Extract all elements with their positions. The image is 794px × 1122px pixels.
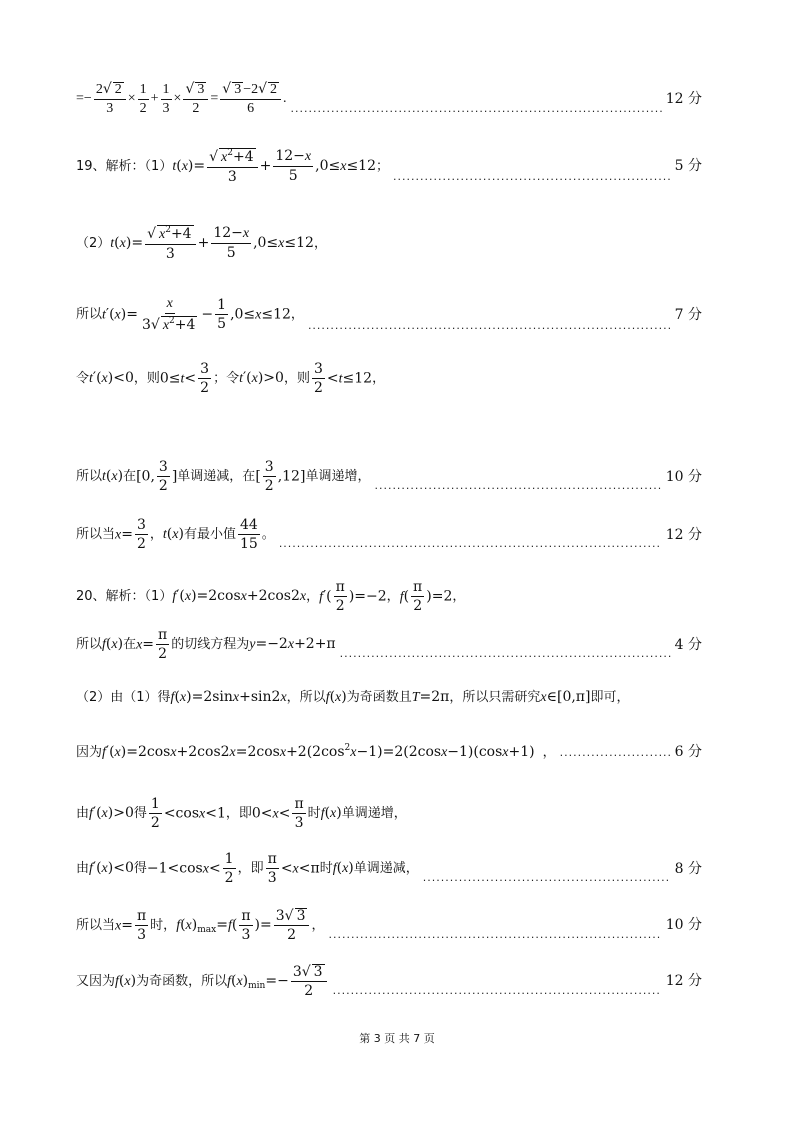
formula-f-of-x: f(x): [115, 972, 137, 989]
score-label: 4 分: [674, 636, 702, 653]
line-14: [76, 908, 702, 942]
formula-domain: x∈[0,π]: [540, 689, 591, 705]
leader-dots: [423, 872, 671, 885]
formula-period: T=2π: [411, 689, 450, 705]
formula-cos-range: −1<cosx< $\frac{1}{2}$: [146, 851, 234, 886]
formula-t-of-x: t(x): [102, 468, 124, 484]
line-6: [76, 460, 702, 493]
text-tail: ，: [311, 917, 325, 933]
text-mid: 单调递增，: [305, 469, 371, 484]
score-label: 12 分: [665, 526, 702, 543]
score-label: 6 分: [674, 744, 702, 760]
page-footer: 第 3 页 共 7 页: [359, 1032, 435, 1045]
formula-f-prime-pos: f′(x)>0: [89, 805, 134, 821]
line-1: [76, 82, 702, 116]
text-mid: 单调递减，: [353, 861, 419, 876]
formula-t-prime: t′(x)= $\frac{x}{3√ x^2+4}$ − $\frac{1}{5}$ ,0≤x≤12: [102, 296, 291, 333]
text-prefix: 由: [76, 806, 90, 821]
text-mid: 的切线方程为: [171, 637, 250, 652]
leader-dots: [279, 538, 662, 551]
part2-label: （2）: [76, 235, 111, 251]
formula-range-2: $\frac{3}{2}$ <t≤12: [313, 361, 373, 396]
line-4: [76, 296, 702, 333]
formula-f-prime-neg: f′(x)<0: [89, 860, 134, 876]
formula-t-of-x: t(x)= $\frac{√ x^2+4}{3}$ + $\frac{12-x}{5}$ ,0≤x≤12: [172, 148, 376, 185]
text-mid: 得: [133, 861, 147, 876]
formula-f-prime: f′(x)=2cosx+2cos2x: [172, 588, 307, 604]
line-8: [76, 580, 702, 613]
text-prefix: 所以: [76, 469, 103, 484]
text-prefix: 令: [76, 371, 90, 386]
formula-interval-1: [0, $\frac{3}{2}$ ]: [136, 459, 178, 494]
score-label: 7 分: [674, 306, 702, 323]
formula-cond-neg: t′(x)<0: [89, 370, 134, 386]
text-prefix: 所以: [76, 307, 103, 322]
formula-f-of-x: f(x): [102, 636, 124, 652]
text-mid: 有最小值: [183, 527, 236, 542]
text-mid: ，则: [133, 371, 160, 386]
text-tail: ，: [290, 307, 304, 322]
formula-interval-2: [ $\frac{3}{2}$ ,12]: [255, 459, 306, 494]
text-prefix: （2）由（1）得: [76, 690, 171, 705]
text-mid: ，所以: [286, 690, 326, 705]
formula-min-value: $\frac{44}{15}$: [239, 517, 258, 552]
text-prefix: 因为: [76, 744, 103, 760]
line-10: [76, 690, 702, 705]
text-mid: ，: [386, 589, 400, 604]
formula-f-prime-pi2: f′( $\frac{\pi}{2}$ )=−2: [319, 579, 387, 614]
formula-f-max: $f(x)_{max}=f$( $\frac{\pi}{3}$ )= $\frac{3√ 3}{2}$: [176, 908, 311, 942]
formula-range-1: 0≤t< $\frac{3}{2}$: [159, 361, 210, 396]
text-mid: 时，: [150, 917, 177, 933]
formula-cos-range: $\frac{1}{2}$ <cosx<1: [150, 796, 226, 831]
text-tail: 单调递增，: [341, 806, 407, 821]
q19-heading: 19、解析：（1）: [76, 158, 173, 174]
text-prefix: 所以当: [76, 527, 116, 542]
formula-l1: − $\frac{2√ 2}{3}$ × $\frac{1}{2}$ + $\frac{1}{3}$ × $\frac{√ 3}{2}$ = $\frac{√ 3 -2√ 2}{6}$ .: [83, 81, 287, 116]
text-mid: 为奇函数且: [346, 690, 412, 705]
leader-dots: [374, 480, 661, 493]
text-mid: ，即: [225, 806, 252, 821]
text-tail: 即可，: [590, 690, 630, 705]
text-mid: 在: [123, 637, 137, 652]
leader-dots: [393, 171, 671, 184]
score-label: 12 分: [665, 91, 702, 107]
score-label: 5 分: [674, 158, 702, 174]
line-11: [76, 744, 702, 760]
text-prefix: 又因为: [76, 973, 116, 989]
formula-t-of-x: t(x): [162, 526, 184, 542]
text-prefix: 所以当: [76, 917, 116, 933]
text-mid: ，即: [237, 861, 264, 876]
leader-dots: [329, 929, 662, 942]
formula-x-eq-pi2: x= $\frac{\pi}{2}$: [136, 627, 168, 662]
line-2: [76, 148, 702, 184]
formula-tangent-line: y=−2x+2+π: [249, 636, 336, 652]
text-tail: ，: [313, 235, 327, 251]
score-label: 10 分: [665, 468, 702, 485]
line-9: [76, 628, 702, 661]
text-mid: ，: [149, 527, 163, 542]
text-prefix: 由: [76, 861, 90, 876]
leader-dots: [340, 648, 671, 661]
equals-sign: =: [76, 91, 84, 106]
line-7: [76, 518, 702, 551]
text-prefix: 所以: [76, 637, 103, 652]
formula-f-of-x: f(x): [332, 860, 354, 876]
text-mid: 得: [133, 806, 147, 821]
score-label: 10 分: [665, 917, 702, 933]
text-mid: 时: [307, 806, 321, 821]
formula-f-of-x: f(x): [325, 689, 347, 705]
formula-f-min: $f(x)_{min}=-$ $\frac{3√ 3}{2}$: [227, 964, 329, 998]
text-mid: ，则: [283, 371, 310, 386]
line-13: [76, 852, 702, 885]
q20-heading: 20、解析：（1）: [76, 589, 173, 604]
line-5: [76, 362, 702, 395]
leader-dots: [291, 103, 662, 116]
score-label: 8 分: [674, 860, 702, 877]
text-tail: 。: [261, 527, 275, 542]
text-mid: ，所以只需研究: [449, 690, 541, 705]
formula-f-def: f(x)=2sinx+sin2x: [170, 689, 287, 705]
leader-dots: [560, 747, 671, 760]
line-15: [76, 964, 702, 998]
line-12: [76, 797, 702, 830]
leader-dots: [333, 985, 662, 998]
formula-x-eq: x= $\frac{3}{2}$: [115, 517, 146, 552]
formula-f-pi2: f( $\frac{\pi}{2}$ )=2: [399, 579, 453, 614]
formula-x-range: $\frac{\pi}{3}$ <x<π: [267, 851, 320, 886]
formula-cond-pos: t′(x)>0: [239, 370, 284, 386]
text-tail: ，: [372, 371, 386, 386]
formula-f-of-x: f(x): [320, 805, 342, 821]
text-tail: ，: [452, 589, 466, 604]
text-mid: ；令: [213, 371, 240, 386]
formula-x-range: 0<x< $\frac{\pi}{3}$: [251, 796, 304, 831]
formula-x-eq-pi3: x= $\frac{\pi}{3}$: [115, 907, 147, 943]
text-mid: 单调递减，在: [177, 469, 256, 484]
leader-dots: [308, 320, 671, 333]
score-label: 12 分: [665, 973, 702, 989]
text-mid: 为奇函数，所以: [136, 973, 228, 989]
formula-f-prime-expand: $f'(x)=2\cos x+2\cos 2x=2\cos x+2(2\cos^2x-1)=2(2\cos x-1)(\cos x+1)$: [102, 743, 535, 760]
text-mid: 在: [123, 469, 137, 484]
text-mid: 时: [319, 861, 333, 876]
formula-t-of-x-2: t(x)= $\frac{√ x^2+4}{3}$ + $\frac{12-x}{5}$ ,0≤x≤12: [110, 225, 314, 262]
text-tail: ，: [542, 744, 556, 760]
line-3: [76, 225, 702, 261]
text-mid: ，: [306, 589, 320, 604]
text-tail: ；: [375, 158, 389, 174]
